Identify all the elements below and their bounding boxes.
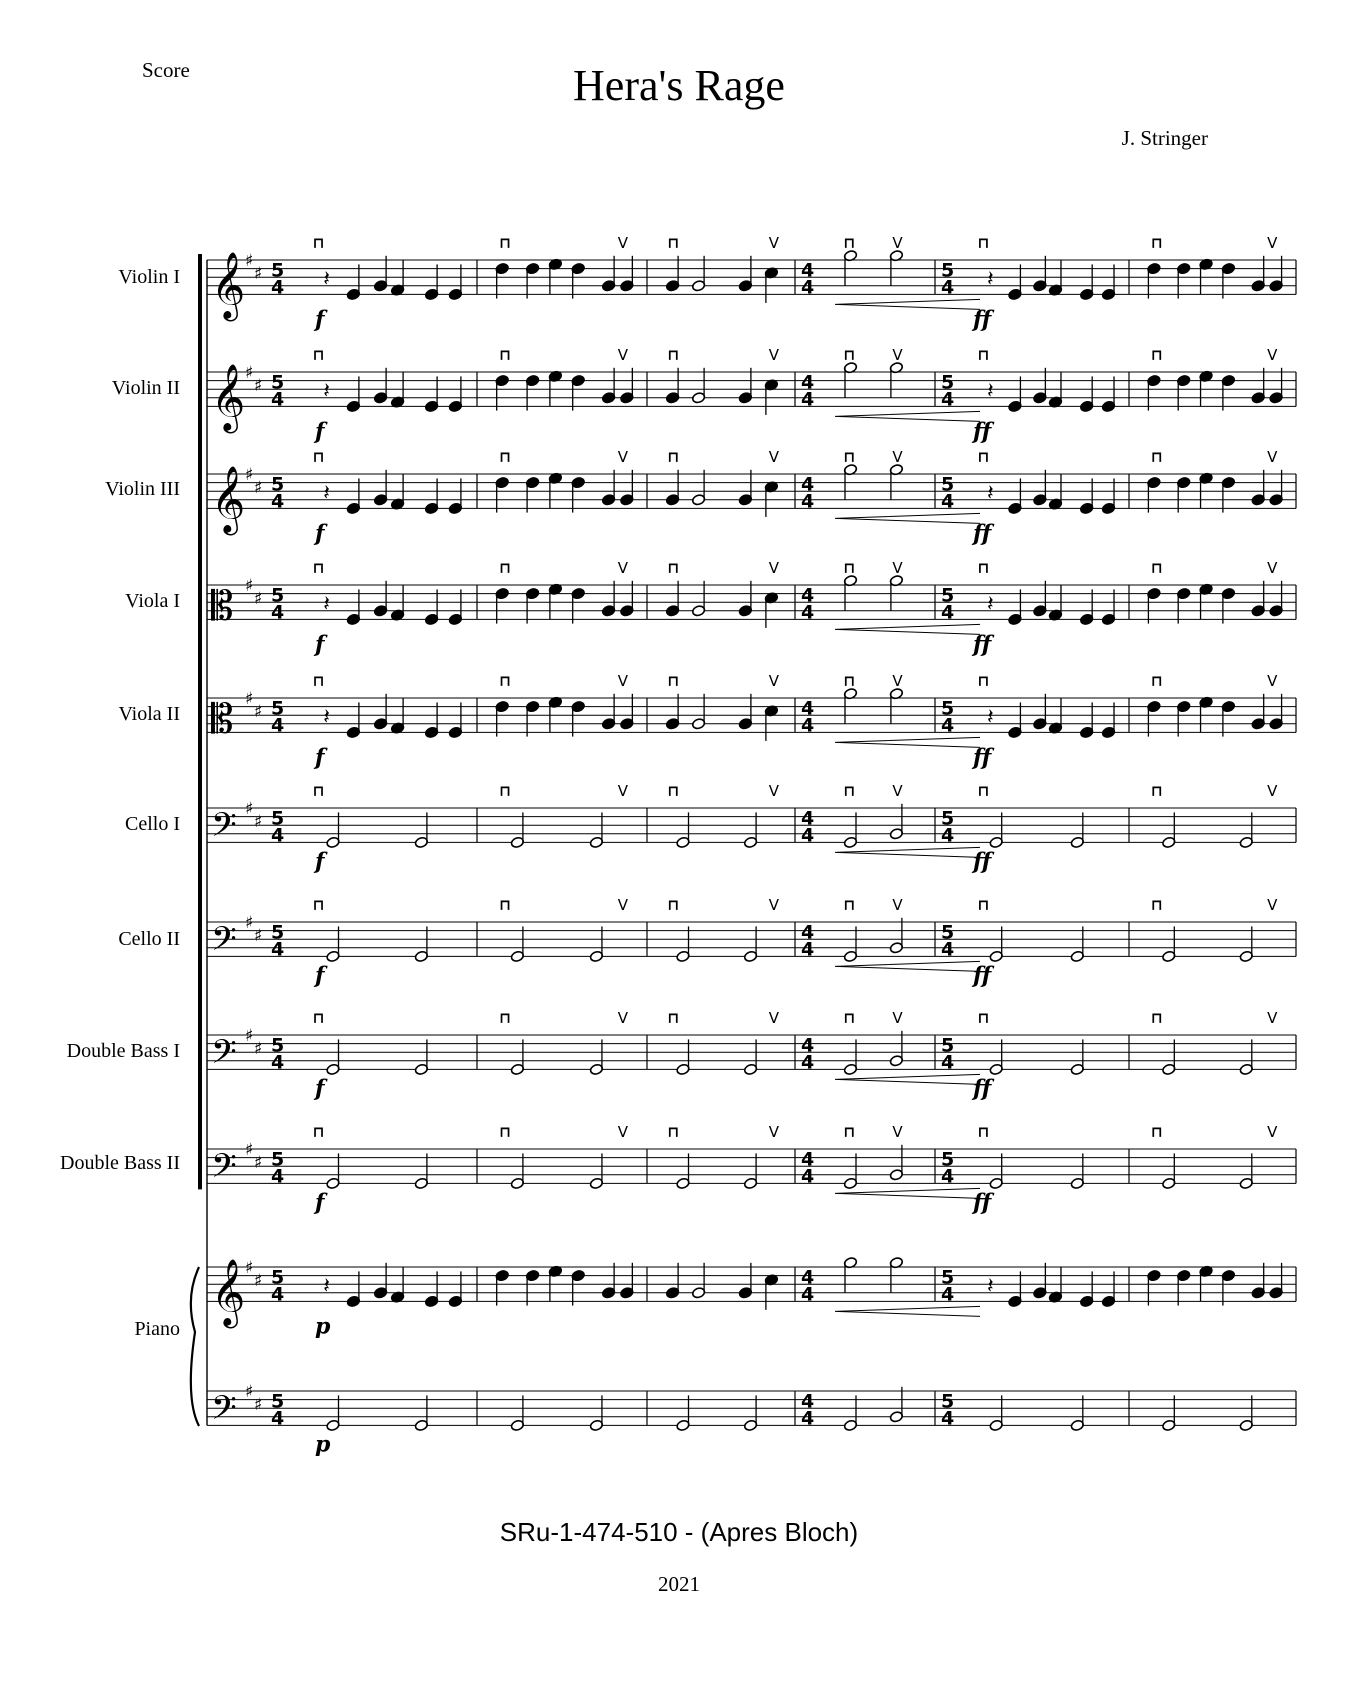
crescendo-hairpin: [835, 1306, 980, 1316]
time-signature-top: 5: [271, 584, 285, 607]
up-bow-icon: V: [617, 234, 628, 252]
score-label: Score: [142, 58, 190, 82]
crescendo-hairpin: [835, 1188, 980, 1198]
up-bow-icon: V: [768, 448, 780, 466]
staff-5: [207, 672, 1296, 770]
dynamic-marking: ff: [973, 306, 992, 333]
time-signature-bottom: 4: [941, 1165, 955, 1188]
time-signature-bottom: 4: [801, 276, 815, 299]
time-signature-top: 5: [941, 259, 955, 282]
up-bow-icon: V: [892, 448, 903, 466]
key-sharp-icon: ♯: [254, 1152, 263, 1173]
up-bow-icon: V: [1267, 448, 1278, 466]
key-sharp-icon: ♯: [254, 263, 263, 284]
quarter-rest-icon: 𝄽: [986, 591, 994, 617]
time-signature-top: 5: [941, 921, 955, 944]
time-signature-top: 4: [801, 921, 815, 944]
time-signature-bottom: 4: [941, 1407, 955, 1430]
composer-name: J. Stringer: [1121, 126, 1208, 150]
instrument-label-double-bass-2: Double Bass II: [60, 1152, 180, 1174]
dynamic-marking: f: [315, 962, 325, 989]
time-signature-top: 4: [801, 473, 815, 496]
down-bow-icon: ⊓: [312, 448, 325, 466]
down-bow-icon: ⊓: [843, 1123, 856, 1141]
key-sharp-icon: ♯: [254, 1394, 263, 1415]
time-signature-bottom: 4: [271, 276, 285, 299]
down-bow-icon: ⊓: [667, 672, 680, 690]
dynamic-marking: ff: [973, 1189, 992, 1216]
crescendo-hairpin: [835, 961, 980, 971]
down-bow-icon: ⊓: [977, 448, 990, 466]
down-bow-icon: ⊓: [977, 782, 990, 800]
dynamic-marking: ff: [973, 418, 992, 445]
time-signature-bottom: 4: [941, 714, 955, 737]
time-signature-bottom: 4: [941, 824, 955, 847]
down-bow-icon: ⊓: [312, 234, 325, 252]
dynamic-marking: f: [315, 418, 325, 445]
catalog-id: SRu-1-474-510 - (Apres Bloch): [499, 1517, 859, 1547]
time-signature-top: 5: [941, 1390, 955, 1413]
down-bow-icon: ⊓: [312, 346, 325, 364]
time-signature-bottom: 4: [941, 938, 955, 961]
time-signature-top: 4: [801, 584, 815, 607]
bass-clef-icon: 𝄢: [211, 806, 237, 853]
key-sharp-icon: ♯: [254, 1038, 263, 1059]
time-signature-bottom: 4: [271, 601, 285, 624]
up-bow-icon: V: [892, 782, 903, 800]
key-sharp-icon: ♯: [254, 1270, 263, 1291]
dynamic-marking: f: [315, 1075, 325, 1102]
down-bow-icon: ⊓: [499, 559, 512, 577]
down-bow-icon: ⊓: [312, 559, 325, 577]
dynamic-marking: p: [315, 1313, 331, 1340]
time-signature-top: 5: [941, 473, 955, 496]
quarter-rest-icon: 𝄽: [323, 266, 330, 292]
up-bow-icon: V: [617, 782, 628, 800]
time-signature-top: 5: [271, 1266, 285, 1289]
time-signature-top: 4: [801, 1148, 815, 1171]
key-sharp-icon: ♯: [245, 1258, 254, 1278]
down-bow-icon: ⊓: [843, 1009, 856, 1027]
down-bow-icon: ⊓: [977, 672, 990, 690]
up-bow-icon: V: [892, 234, 903, 252]
down-bow-icon: ⊓: [843, 559, 856, 577]
time-signature-bottom: 4: [271, 1051, 285, 1074]
time-signature-top: 5: [271, 371, 285, 394]
time-signature-top: 4: [801, 259, 815, 282]
time-signature-top: 4: [801, 1390, 815, 1413]
up-bow-icon: V: [617, 448, 628, 466]
bass-clef-icon: 𝄢: [211, 1147, 237, 1194]
key-sharp-icon: ♯: [254, 701, 263, 722]
staff-1: [207, 234, 1296, 332]
time-signature-bottom: 4: [271, 1407, 285, 1430]
up-bow-icon: V: [617, 896, 628, 914]
quarter-rest-icon: 𝄽: [323, 1273, 330, 1299]
crescendo-hairpin: [835, 1074, 980, 1084]
staff-8: [207, 1009, 1296, 1101]
up-bow-icon: V: [617, 346, 628, 364]
instrument-label-violin-3: Violin III: [105, 478, 180, 500]
key-sharp-icon: ♯: [245, 465, 254, 485]
instrument-label-cello-1: Cello I: [125, 813, 180, 835]
quarter-rest-icon: 𝄽: [323, 480, 330, 506]
time-signature-bottom: 4: [941, 1051, 955, 1074]
time-signature-top: 4: [801, 371, 815, 394]
up-bow-icon: V: [1267, 1009, 1278, 1027]
down-bow-icon: ⊓: [667, 782, 680, 800]
quarter-rest-icon: 𝄽: [986, 1273, 994, 1299]
up-bow-icon: V: [892, 672, 903, 690]
dynamic-marking: f: [315, 631, 325, 658]
down-bow-icon: ⊓: [843, 346, 856, 364]
down-bow-icon: ⊓: [977, 346, 990, 364]
down-bow-icon: ⊓: [977, 234, 990, 252]
time-signature-top: 5: [941, 1148, 955, 1171]
dynamic-marking: ff: [973, 848, 992, 875]
piano-brace: [191, 1267, 199, 1426]
time-signature-top: 5: [941, 807, 955, 830]
down-bow-icon: ⊓: [977, 896, 990, 914]
time-signature-bottom: 4: [801, 1283, 815, 1306]
dynamic-marking: f: [315, 1189, 325, 1216]
down-bow-icon: ⊓: [843, 672, 856, 690]
instrument-label-cello-2: Cello II: [118, 928, 180, 950]
key-sharp-icon: ♯: [245, 913, 254, 933]
time-signature-bottom: 4: [941, 601, 955, 624]
down-bow-icon: ⊓: [843, 782, 856, 800]
up-bow-icon: V: [1267, 1123, 1278, 1141]
staff-6: [207, 782, 1296, 874]
up-bow-icon: V: [1267, 672, 1278, 690]
bass-clef-icon: 𝄢: [211, 920, 237, 967]
staff-4: [207, 559, 1296, 657]
dynamic-marking: f: [315, 520, 325, 547]
quarter-rest-icon: 𝄽: [323, 704, 330, 730]
crescendo-hairpin: [835, 513, 980, 523]
alto-clef-icon: 𝄡: [211, 583, 234, 630]
staff-2: [207, 346, 1296, 444]
down-bow-icon: ⊓: [667, 346, 680, 364]
key-sharp-icon: ♯: [245, 1140, 254, 1160]
down-bow-icon: ⊓: [667, 1123, 680, 1141]
up-bow-icon: V: [892, 1123, 903, 1141]
up-bow-icon: V: [617, 1123, 628, 1141]
time-signature-top: 5: [271, 1148, 285, 1171]
up-bow-icon: V: [768, 782, 780, 800]
down-bow-icon: ⊓: [312, 782, 325, 800]
time-signature-top: 5: [271, 697, 285, 720]
instrument-label-viola-1: Viola I: [125, 590, 180, 612]
dynamic-marking: ff: [973, 962, 992, 989]
key-sharp-icon: ♯: [245, 1382, 254, 1402]
instrument-label-double-bass-1: Double Bass I: [66, 1040, 180, 1062]
quarter-rest-icon: 𝄽: [986, 378, 994, 404]
time-signature-bottom: 4: [801, 1407, 815, 1430]
key-sharp-icon: ♯: [254, 925, 263, 946]
time-signature-top: 4: [801, 1266, 815, 1289]
time-signature-bottom: 4: [271, 1283, 285, 1306]
instrument-label-piano: Piano: [134, 1318, 180, 1340]
down-bow-icon: ⊓: [667, 896, 680, 914]
down-bow-icon: ⊓: [1150, 448, 1163, 466]
time-signature-top: 5: [271, 259, 285, 282]
time-signature-top: 4: [801, 807, 815, 830]
piece-title: Hera's Rage: [573, 61, 785, 110]
time-signature-top: 5: [941, 1266, 955, 1289]
down-bow-icon: ⊓: [1150, 672, 1163, 690]
down-bow-icon: ⊓: [499, 782, 512, 800]
time-signature-top: 5: [271, 807, 285, 830]
instrument-label-violin-1: Violin I: [118, 266, 180, 288]
key-sharp-icon: ♯: [254, 588, 263, 609]
down-bow-icon: ⊓: [312, 1123, 325, 1141]
down-bow-icon: ⊓: [499, 234, 512, 252]
down-bow-icon: ⊓: [312, 896, 325, 914]
down-bow-icon: ⊓: [1150, 234, 1163, 252]
down-bow-icon: ⊓: [499, 448, 512, 466]
treble-clef-icon: 𝄞: [211, 362, 246, 431]
up-bow-icon: V: [768, 559, 780, 577]
time-signature-top: 5: [271, 1034, 285, 1057]
time-signature-top: 5: [941, 584, 955, 607]
up-bow-icon: V: [617, 559, 628, 577]
down-bow-icon: ⊓: [312, 1009, 325, 1027]
quarter-rest-icon: 𝄽: [986, 704, 994, 730]
staff-3: [207, 448, 1296, 546]
staff-9: [207, 1123, 1296, 1215]
quarter-rest-icon: 𝄽: [323, 378, 330, 404]
up-bow-icon: V: [1267, 346, 1278, 364]
treble-clef-icon: 𝄞: [211, 1257, 246, 1326]
down-bow-icon: ⊓: [1150, 1123, 1163, 1141]
up-bow-icon: V: [1267, 896, 1278, 914]
alto-clef-icon: 𝄡: [211, 696, 234, 743]
time-signature-top: 5: [941, 371, 955, 394]
staff-10: [207, 1257, 1296, 1340]
treble-clef-icon: 𝄞: [211, 464, 246, 533]
time-signature-bottom: 4: [801, 1165, 815, 1188]
time-signature-top: 5: [271, 1390, 285, 1413]
up-bow-icon: V: [892, 559, 903, 577]
time-signature-bottom: 4: [801, 938, 815, 961]
staff-7: [207, 896, 1296, 988]
down-bow-icon: ⊓: [977, 1009, 990, 1027]
quarter-rest-icon: 𝄽: [323, 591, 330, 617]
key-sharp-icon: ♯: [254, 811, 263, 832]
down-bow-icon: ⊓: [667, 1009, 680, 1027]
time-signature-bottom: 4: [801, 490, 815, 513]
down-bow-icon: ⊓: [499, 1009, 512, 1027]
time-signature-top: 4: [801, 1034, 815, 1057]
crescendo-hairpin: [835, 737, 980, 747]
key-sharp-icon: ♯: [254, 375, 263, 396]
up-bow-icon: V: [617, 672, 628, 690]
bass-clef-icon: 𝄢: [211, 1033, 237, 1080]
up-bow-icon: V: [768, 1009, 780, 1027]
time-signature-bottom: 4: [941, 1283, 955, 1306]
quarter-rest-icon: 𝄽: [986, 480, 994, 506]
down-bow-icon: ⊓: [499, 672, 512, 690]
time-signature-bottom: 4: [271, 1165, 285, 1188]
down-bow-icon: ⊓: [1150, 346, 1163, 364]
down-bow-icon: ⊓: [843, 896, 856, 914]
up-bow-icon: V: [1267, 559, 1278, 577]
time-signature-top: 5: [941, 1034, 955, 1057]
time-signature-top: 5: [941, 697, 955, 720]
time-signature-bottom: 4: [801, 1051, 815, 1074]
crescendo-hairpin: [835, 299, 980, 309]
up-bow-icon: V: [892, 1009, 903, 1027]
time-signature-bottom: 4: [271, 388, 285, 411]
crescendo-hairpin: [835, 847, 980, 857]
key-sharp-icon: ♯: [245, 576, 254, 596]
quarter-rest-icon: 𝄽: [986, 266, 994, 292]
up-bow-icon: V: [768, 1123, 780, 1141]
up-bow-icon: V: [768, 896, 780, 914]
year: 2021: [658, 1572, 700, 1596]
dynamic-marking: p: [315, 1431, 331, 1458]
down-bow-icon: ⊓: [1150, 896, 1163, 914]
key-sharp-icon: ♯: [245, 251, 254, 271]
time-signature-bottom: 4: [271, 824, 285, 847]
dynamic-marking: ff: [973, 520, 992, 547]
up-bow-icon: V: [617, 1009, 628, 1027]
up-bow-icon: V: [768, 346, 780, 364]
up-bow-icon: V: [1267, 234, 1278, 252]
down-bow-icon: ⊓: [499, 346, 512, 364]
dynamic-marking: f: [315, 306, 325, 333]
down-bow-icon: ⊓: [1150, 782, 1163, 800]
up-bow-icon: V: [1267, 782, 1278, 800]
up-bow-icon: V: [892, 896, 903, 914]
bass-clef-icon: 𝄢: [211, 1389, 237, 1436]
time-signature-bottom: 4: [801, 388, 815, 411]
time-signature-top: 5: [271, 921, 285, 944]
treble-clef-icon: 𝄞: [211, 250, 246, 319]
up-bow-icon: V: [768, 234, 780, 252]
time-signature-bottom: 4: [801, 714, 815, 737]
down-bow-icon: ⊓: [499, 896, 512, 914]
down-bow-icon: ⊓: [667, 448, 680, 466]
time-signature-bottom: 4: [271, 714, 285, 737]
crescendo-hairpin: [835, 411, 980, 421]
key-sharp-icon: ♯: [245, 1026, 254, 1046]
dynamic-marking: ff: [973, 631, 992, 658]
down-bow-icon: ⊓: [1150, 1009, 1163, 1027]
crescendo-hairpin: [835, 624, 980, 634]
instrument-label-violin-2: Violin II: [111, 377, 180, 399]
key-sharp-icon: ♯: [245, 363, 254, 383]
down-bow-icon: ⊓: [312, 672, 325, 690]
key-sharp-icon: ♯: [254, 477, 263, 498]
time-signature-bottom: 4: [271, 938, 285, 961]
down-bow-icon: ⊓: [499, 1123, 512, 1141]
time-signature-bottom: 4: [941, 388, 955, 411]
dynamic-marking: ff: [973, 1075, 992, 1102]
dynamic-marking: f: [315, 848, 325, 875]
down-bow-icon: ⊓: [843, 234, 856, 252]
instrument-label-viola-2: Viola II: [118, 703, 180, 725]
down-bow-icon: ⊓: [977, 1123, 990, 1141]
dynamic-marking: ff: [973, 744, 992, 771]
time-signature-bottom: 4: [271, 490, 285, 513]
time-signature-bottom: 4: [801, 601, 815, 624]
up-bow-icon: V: [768, 672, 780, 690]
key-sharp-icon: ♯: [245, 689, 254, 709]
time-signature-top: 5: [271, 473, 285, 496]
key-sharp-icon: ♯: [245, 799, 254, 819]
down-bow-icon: ⊓: [667, 234, 680, 252]
down-bow-icon: ⊓: [667, 559, 680, 577]
down-bow-icon: ⊓: [1150, 559, 1163, 577]
time-signature-bottom: 4: [801, 824, 815, 847]
time-signature-bottom: 4: [941, 276, 955, 299]
time-signature-top: 4: [801, 697, 815, 720]
staff-11: [207, 1382, 1296, 1457]
up-bow-icon: V: [892, 346, 903, 364]
down-bow-icon: ⊓: [843, 448, 856, 466]
down-bow-icon: ⊓: [977, 559, 990, 577]
time-signature-bottom: 4: [941, 490, 955, 513]
dynamic-marking: f: [315, 744, 325, 771]
